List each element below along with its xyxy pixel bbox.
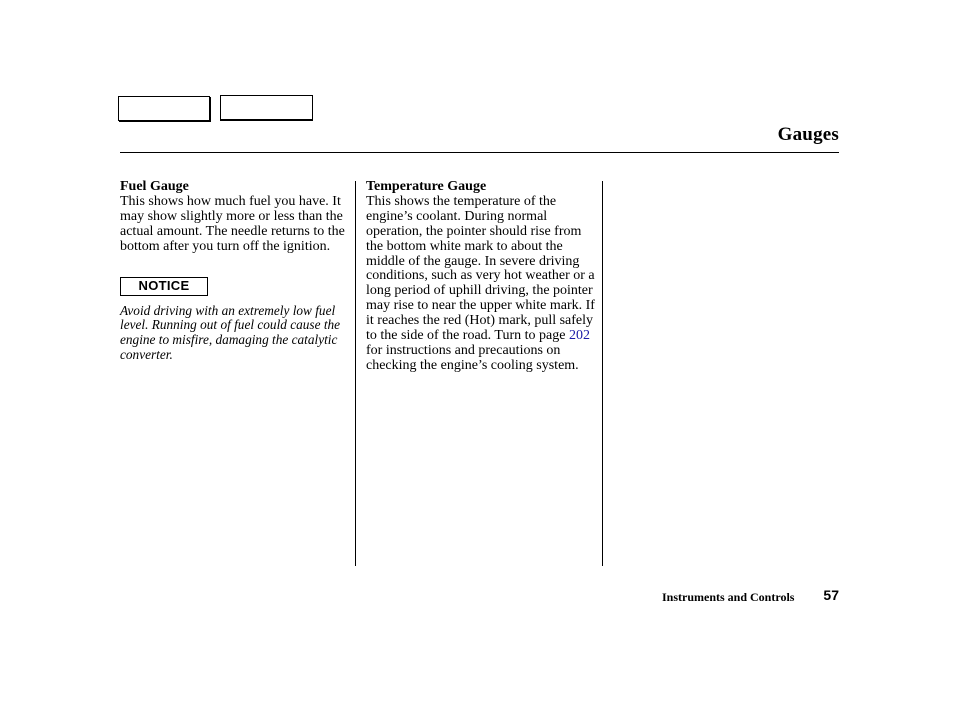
temperature-body-text: This shows the temperature of the engine’s coolant. During normal operation, the pointer should rise from the bottom white mark to about the middle of the gauge. In severe driving conditions, such as very hot weather or a long period of uphill driving, the pointer may rise to near the upper white mark. If it reaches the red (Hot) mark, pull safely to the side of the road. Turn to page	[366, 193, 595, 344]
nav-button-next[interactable]	[220, 95, 313, 120]
page-number: 57	[823, 587, 839, 603]
notice-label-box	[120, 277, 208, 296]
temperature-body-text-end: for instructions and precautions on checking the engine’s cooling system.	[366, 342, 579, 373]
temperature-gauge-body	[366, 195, 598, 374]
nav-button-previous[interactable]	[118, 96, 210, 121]
notice-text: Avoid driving with an extremely low fuel level. Running out of fuel could cause the engine to misfire, damaging the catalytic converter.	[120, 302, 341, 363]
notice-label: NOTICE	[138, 277, 190, 293]
fuel-gauge-heading: Fuel Gauge	[120, 179, 189, 194]
page-title: Gauges	[777, 124, 839, 145]
title-divider	[120, 152, 839, 153]
temperature-gauge-heading: Temperature Gauge	[366, 179, 487, 194]
temperature-gauge-section	[366, 180, 598, 374]
column-divider-left	[355, 181, 356, 566]
footer-section-name: Instruments and Controls	[662, 590, 795, 604]
fuel-gauge-section	[120, 180, 350, 363]
page-reference-link[interactable]: 202	[568, 328, 590, 344]
column-divider-right	[602, 181, 603, 566]
fuel-gauge-body: This shows how much fuel you have. It may show slightly more or less than the actual amount. The needle returns to the bottom after you turn off the ignition.	[120, 193, 345, 254]
